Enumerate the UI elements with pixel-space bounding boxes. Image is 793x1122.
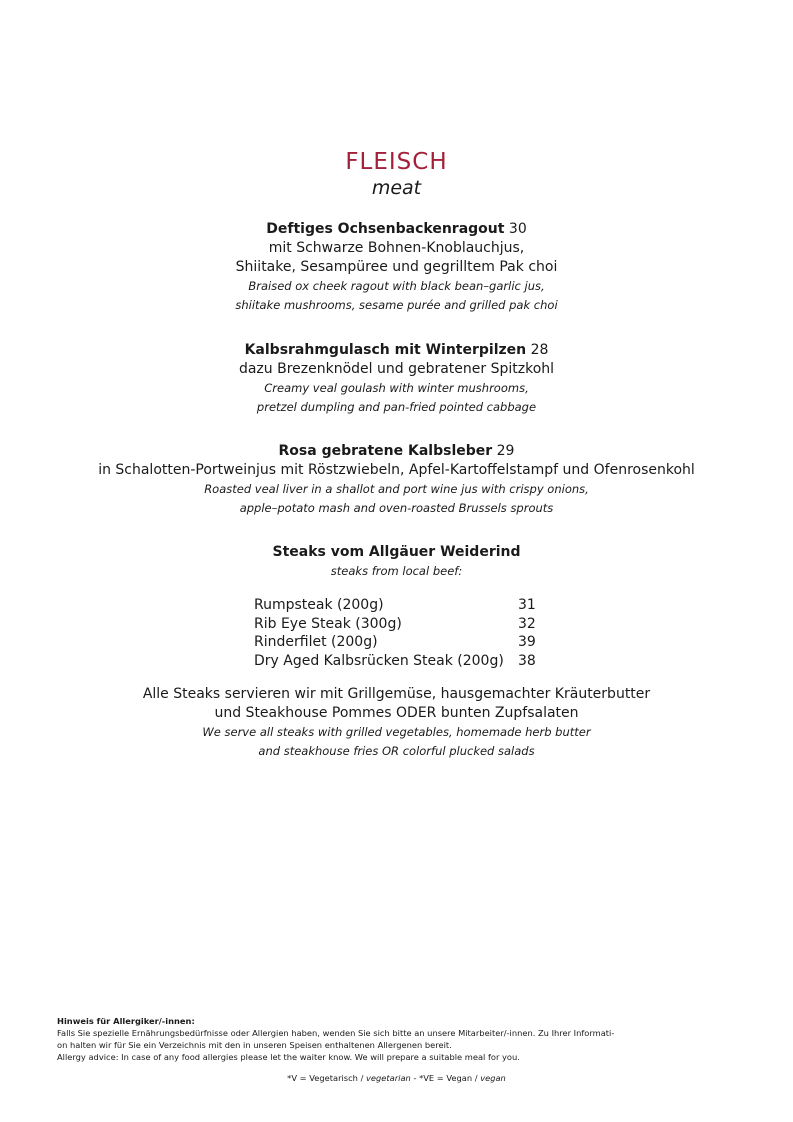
steak-name: Dry Aged Kalbsrücken Steak (200g) bbox=[254, 652, 504, 669]
dish-ox-cheek bbox=[0, 220, 793, 315]
steak-price: 31 bbox=[518, 597, 536, 613]
dish-description-de: mit Schwarze Bohnen-Knoblauchjus, bbox=[268, 240, 525, 256]
steaks-heading: Steaks vom Allgäuer Weiderind bbox=[272, 544, 521, 560]
steaks-subheading: steaks from local beef: bbox=[330, 564, 463, 578]
dish-title-line bbox=[0, 442, 793, 461]
legend-vegan-en: vegan bbox=[480, 1073, 506, 1083]
dish-description-en: Braised ox cheek ragout with black bean–garlic jus, bbox=[248, 279, 545, 293]
legend-separator: - bbox=[410, 1073, 420, 1083]
allergy-heading: Hinweis für Allergiker/-innen: bbox=[57, 1016, 195, 1026]
steak-row bbox=[254, 615, 554, 634]
dish-name: Kalbsrahmgulasch mit Winterpilzen bbox=[244, 342, 527, 358]
dish-name: Deftiges Ochsenbackenragout bbox=[266, 221, 505, 237]
legend-vegetarian-en: vegetarian bbox=[366, 1073, 411, 1083]
dish-description-de: in Schalotten-Portweinjus mit Röstzwiebeln, Apfel-Kartoffelstampf und Ofenrosenkohl bbox=[98, 462, 695, 478]
legend-vegan-label: *VE = Vegan / bbox=[419, 1073, 481, 1083]
sides-en: and steakhouse fries OR colorful plucked salads bbox=[258, 744, 535, 758]
sides-de: und Steakhouse Pommes ODER bunten Zupfsalaten bbox=[214, 705, 579, 721]
allergy-text: Falls Sie spezielle Ernährungsbedürfnisse oder Allergien haben, wenden Sie sich bitte an unsere Mitarbeiter/-innen. Zu Ihrer Informati- bbox=[57, 1028, 615, 1038]
dish-description-en: shiitake mushrooms, sesame purée and grilled pak choi bbox=[235, 298, 558, 312]
diet-legend bbox=[0, 1072, 793, 1084]
steak-price: 32 bbox=[518, 615, 536, 632]
sides-de: Alle Steaks servieren wir mit Grillgemüse, hausgemachter Kräuterbutter bbox=[142, 686, 651, 702]
steaks-section bbox=[0, 543, 793, 581]
steak-row bbox=[254, 652, 554, 671]
dish-price: 30 bbox=[508, 221, 527, 237]
steak-price: 38 bbox=[518, 652, 536, 669]
dish-price: 28 bbox=[530, 342, 549, 358]
allergy-notice bbox=[57, 1015, 697, 1063]
dish-description-de: dazu Brezenknödel und gebratener Spitzkohl bbox=[238, 361, 555, 377]
dish-title-line bbox=[0, 220, 793, 239]
steak-row bbox=[254, 633, 554, 652]
dish-description-en: apple–potato mash and oven-roasted Brussels sprouts bbox=[239, 501, 554, 515]
dish-description-en: Creamy veal goulash with winter mushrooms, bbox=[264, 381, 529, 395]
legend-vegetarian-label: *V = Vegetarisch / bbox=[287, 1073, 366, 1083]
steak-list bbox=[254, 596, 554, 670]
dish-description-en: Roasted veal liver in a shallot and port wine jus with crispy onions, bbox=[204, 482, 589, 496]
dish-price: 29 bbox=[496, 443, 515, 459]
dish-veal-liver bbox=[0, 442, 793, 518]
section-title: FLEISCH bbox=[345, 149, 448, 175]
dish-title-line bbox=[0, 341, 793, 360]
dish-description-de: Shiitake, Sesampüree und gegrilltem Pak choi bbox=[235, 259, 558, 275]
dish-name: Rosa gebratene Kalbsleber bbox=[278, 443, 493, 459]
steak-price: 39 bbox=[518, 634, 536, 651]
dish-description-en: pretzel dumpling and pan-fried pointed cabbage bbox=[256, 400, 537, 414]
steak-row bbox=[254, 596, 554, 615]
allergy-text-en: Allergy advice: In case of any food allergies please let the waiter know. We will prepare a suitable meal for you. bbox=[57, 1052, 520, 1062]
steak-name: Rinderfilet (200g) bbox=[254, 634, 378, 651]
allergy-text: on halten wir für Sie ein Verzeichnis mit den in unseren Speisen enthaltenen Allergenen bereit. bbox=[57, 1040, 452, 1050]
dish-veal-goulash bbox=[0, 341, 793, 417]
steak-name: Rumpsteak (200g) bbox=[254, 597, 384, 613]
sides-en: We serve all steaks with grilled vegetables, homemade herb butter bbox=[202, 725, 591, 739]
section-subtitle: meat bbox=[371, 177, 422, 199]
steak-sides-note bbox=[0, 685, 793, 761]
steak-name: Rib Eye Steak (300g) bbox=[254, 615, 402, 632]
